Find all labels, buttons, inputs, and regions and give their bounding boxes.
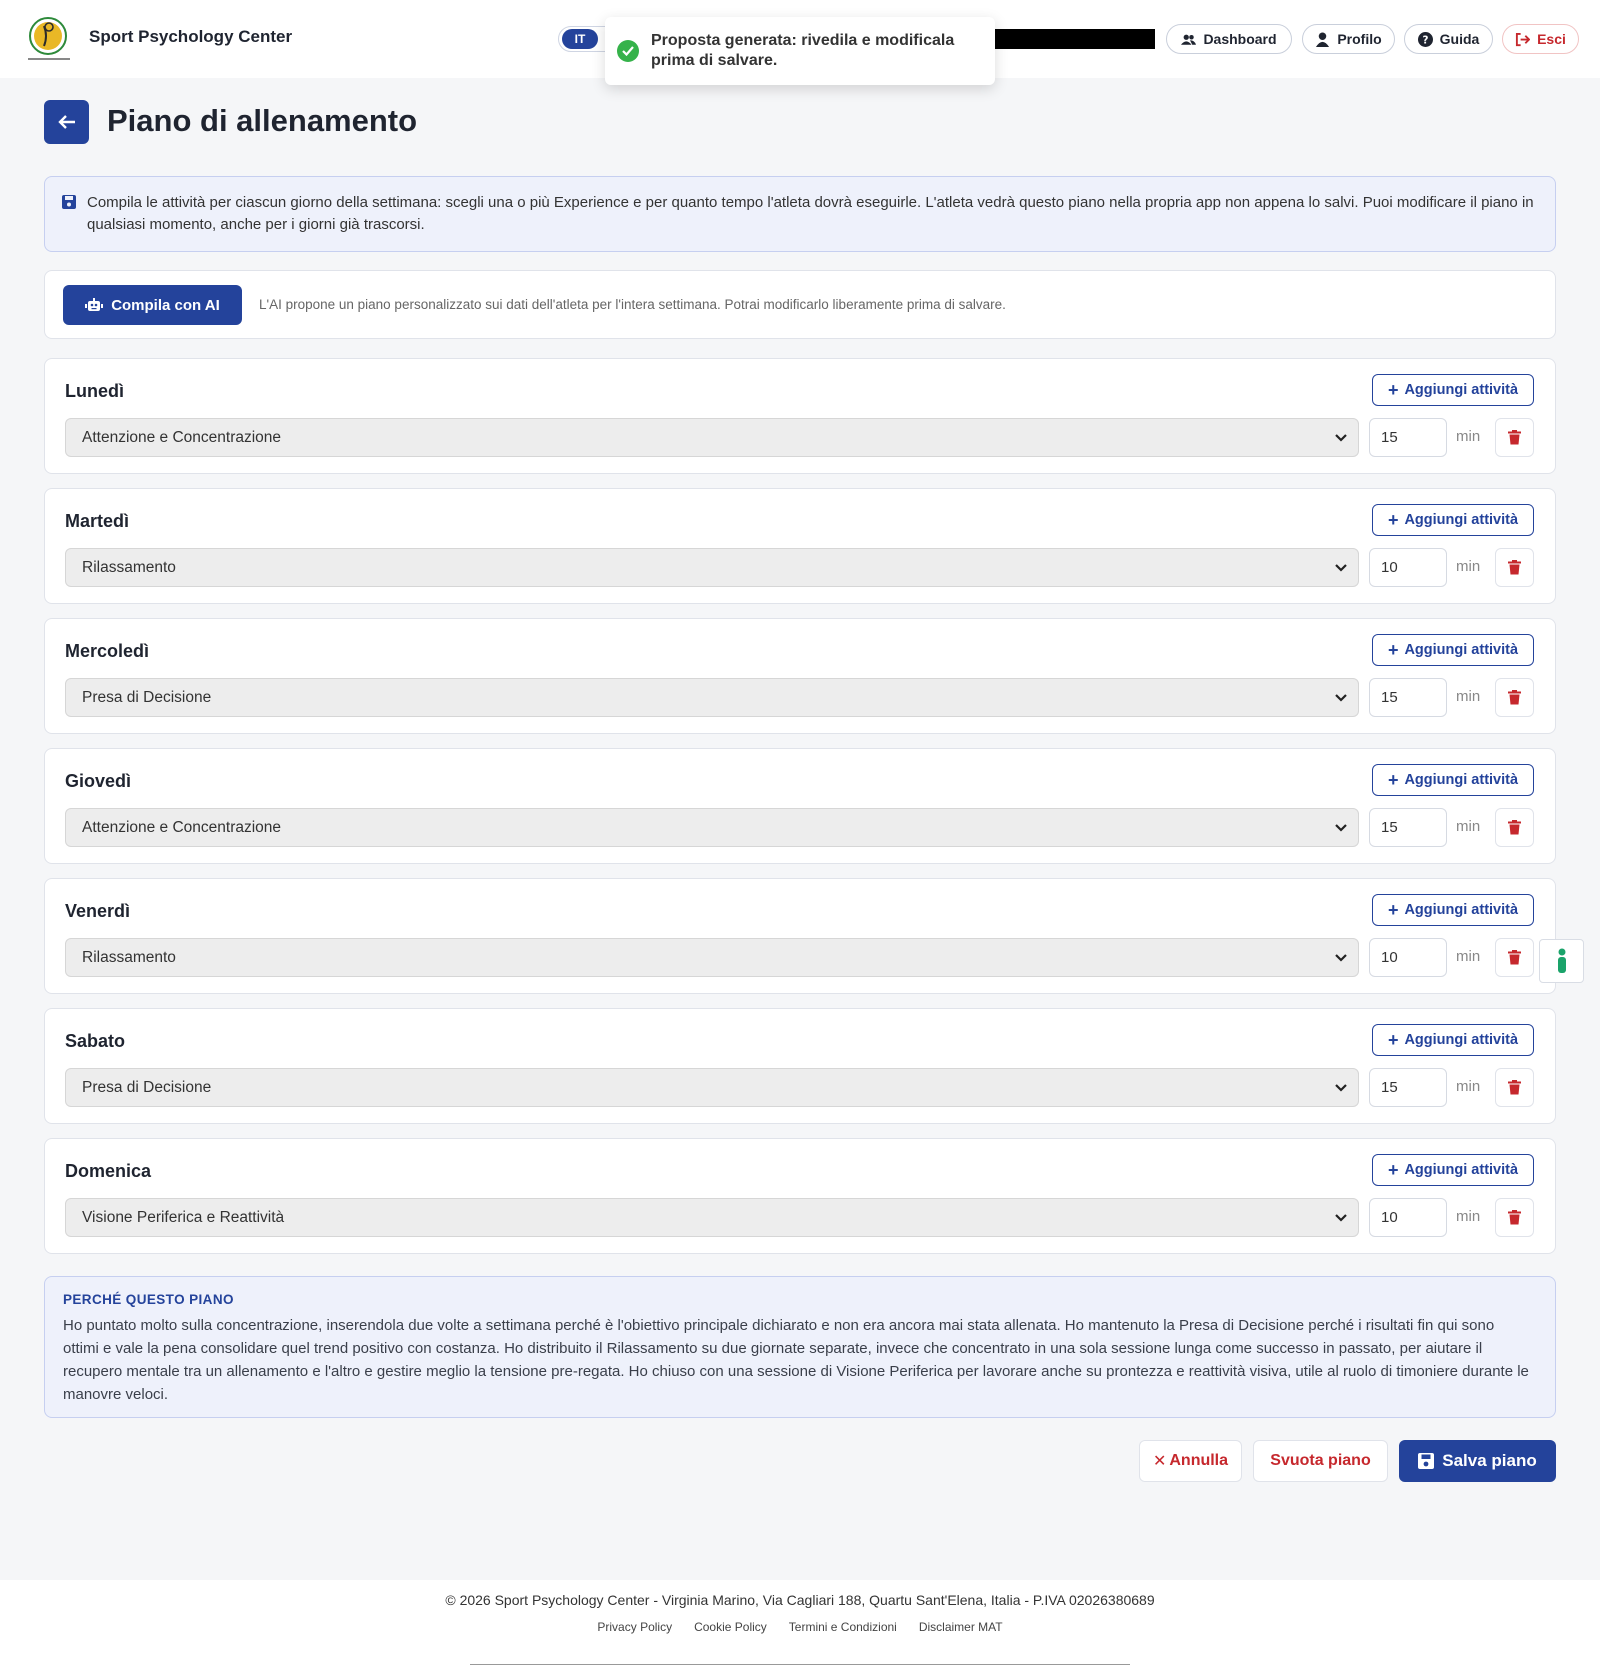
- chevron-down-icon: [1334, 952, 1348, 964]
- add-activity-button[interactable]: [1372, 504, 1534, 536]
- save-icon: [62, 195, 76, 209]
- footer-link-cookie[interactable]: Cookie Policy: [694, 1620, 767, 1634]
- duration-unit: min: [1456, 1208, 1481, 1225]
- day-card: [44, 748, 1556, 864]
- day-name: Martedì: [65, 511, 130, 531]
- back-button[interactable]: [44, 100, 89, 144]
- activity-select[interactable]: [65, 808, 1359, 847]
- footer-link-disclaimer[interactable]: Disclaimer MAT: [918, 1620, 1003, 1634]
- success-check-icon: [617, 40, 639, 62]
- profile-label: Profilo: [1337, 31, 1382, 47]
- duration-input[interactable]: 15: [1369, 418, 1447, 457]
- delete-activity-button[interactable]: [1495, 1198, 1534, 1237]
- chevron-down-icon: [1334, 1212, 1348, 1224]
- plus-icon: +: [1387, 900, 1399, 920]
- activity-selected-value: Presa di Decisione: [82, 688, 212, 706]
- activity-selected-value: Presa di Decisione: [82, 1078, 212, 1096]
- activity-select[interactable]: [65, 1068, 1359, 1107]
- ai-fill-label: Compila con AI: [111, 296, 220, 314]
- footer-links: [0, 1620, 1600, 1634]
- logout-button[interactable]: [1502, 24, 1579, 54]
- arrow-left-icon: [58, 114, 76, 130]
- add-activity-label: Aggiungi attività: [1404, 382, 1519, 398]
- trash-icon: [1508, 690, 1521, 705]
- day-card: [44, 358, 1556, 474]
- person-icon: [1555, 948, 1569, 974]
- plus-icon: +: [1387, 770, 1399, 790]
- delete-activity-button[interactable]: [1495, 678, 1534, 717]
- brand-name: Sport Psychology Center: [89, 27, 293, 46]
- cancel-label: Annulla: [1169, 1452, 1229, 1469]
- logout-label: Esci: [1537, 31, 1566, 47]
- users-icon: [1181, 32, 1196, 47]
- save-plan-label: Salva piano: [1442, 1451, 1537, 1470]
- activity-select[interactable]: [65, 1198, 1359, 1237]
- footer-link-terms[interactable]: Termini e Condizioni: [788, 1620, 897, 1634]
- dashboard-button[interactable]: [1166, 24, 1292, 54]
- guide-button[interactable]: [1404, 24, 1493, 54]
- chevron-down-icon: [1334, 1082, 1348, 1094]
- activity-select[interactable]: [65, 548, 1359, 587]
- save-icon: [1418, 1453, 1434, 1469]
- profile-button[interactable]: [1302, 24, 1395, 54]
- duration-input[interactable]: 10: [1369, 548, 1447, 587]
- footer-link-privacy[interactable]: Privacy Policy: [597, 1620, 673, 1634]
- trash-icon: [1508, 820, 1521, 835]
- duration-unit: min: [1456, 948, 1481, 965]
- accessibility-widget[interactable]: [1539, 939, 1584, 983]
- activity-selected-value: Rilassamento: [82, 948, 176, 966]
- add-activity-label: Aggiungi attività: [1404, 772, 1519, 788]
- redacted-block: [974, 29, 1155, 49]
- copyright-text: © 2026 Sport Psychology Center - Virginia Marino, Via Cagliari 188, Quartu Sant'Elena, Italia - P.IVA 02026380689: [445, 1592, 1155, 1608]
- day-card: [44, 618, 1556, 734]
- duration-input[interactable]: 10: [1369, 938, 1447, 977]
- plus-icon: +: [1387, 1160, 1399, 1180]
- trash-icon: [1508, 1210, 1521, 1225]
- duration-input[interactable]: 15: [1369, 1068, 1447, 1107]
- day-name: Domenica: [65, 1161, 152, 1181]
- delete-activity-button[interactable]: [1495, 1068, 1534, 1107]
- info-box: [44, 176, 1556, 252]
- ai-fill-button[interactable]: [63, 285, 242, 325]
- duration-unit: min: [1456, 818, 1481, 835]
- plan-rationale: [44, 1276, 1556, 1418]
- duration-input[interactable]: 15: [1369, 808, 1447, 847]
- day-card: [44, 1138, 1556, 1254]
- delete-activity-button[interactable]: [1495, 548, 1534, 587]
- add-activity-button[interactable]: [1372, 1024, 1534, 1056]
- duration-input[interactable]: 10: [1369, 1198, 1447, 1237]
- delete-activity-button[interactable]: [1495, 418, 1534, 457]
- chevron-down-icon: [1334, 562, 1348, 574]
- add-activity-label: Aggiungi attività: [1404, 902, 1519, 918]
- robot-icon: [85, 298, 103, 312]
- trash-icon: [1508, 430, 1521, 445]
- cancel-button[interactable]: [1139, 1440, 1242, 1482]
- clear-plan-button[interactable]: [1253, 1440, 1388, 1482]
- add-activity-label: Aggiungi attività: [1404, 642, 1519, 658]
- user-icon: [1315, 32, 1330, 47]
- add-activity-button[interactable]: [1372, 374, 1534, 406]
- info-text: Compila le attività per ciascun giorno della settimana: scegli una o più Experience e per quanto tempo l'atleta dovrà eseguirle. L'atleta vedrà questo piano nella propria app non appena lo salvi. Puoi modificare il piano in qualsiasi momento, anche per i giorni già trascorsi.: [87, 194, 1534, 233]
- add-activity-button[interactable]: [1372, 634, 1534, 666]
- chevron-down-icon: [1334, 692, 1348, 704]
- trash-icon: [1508, 950, 1521, 965]
- language-current[interactable]: IT: [562, 29, 598, 49]
- page-footer: [0, 1580, 1600, 1667]
- ai-hint: L'AI propone un piano personalizzato sui dati dell'atleta per l'intera settimana. Potrai modificarlo liberamente prima di salvare.: [259, 297, 1006, 312]
- ai-panel: [44, 270, 1556, 339]
- chevron-down-icon: [1334, 822, 1348, 834]
- save-plan-button[interactable]: [1399, 1440, 1556, 1482]
- duration-unit: min: [1456, 1078, 1481, 1095]
- activity-select[interactable]: [65, 418, 1359, 457]
- add-activity-label: Aggiungi attività: [1404, 1162, 1519, 1178]
- duration-input[interactable]: 15: [1369, 678, 1447, 717]
- day-card: [44, 488, 1556, 604]
- plus-icon: +: [1387, 1030, 1399, 1050]
- rationale-text: Ho puntato molto sulla concentrazione, inserendola due volte a settimana perché è l'obiettivo principale dichiarato e non era ancora mai stata allenata. Ho mantenuto la Presa di Decisione perché i risultati fin qui sono ottimi e vale la pena consolidare quel trend positivo con costanza. Ho distribuito il Rilassamento su due giornate separate, invece che concentrato in una sola sessione lunga come successo in passato, per aiutare il recupero mentale tra un allenamento e l'altro e gestire meglio la tensione pre-regata. Ho chiuso con una sessione di Visione Periferica per lavorare anche su prontezza e reattività visiva, utile al ruolo di timoniere durante le manovre veloci.: [63, 1317, 1529, 1403]
- toast-message: Proposta generata: rivedila e modificala prima di salvare.: [651, 32, 955, 69]
- chevron-down-icon: [1334, 432, 1348, 444]
- plus-icon: +: [1387, 640, 1399, 660]
- delete-activity-button[interactable]: [1495, 808, 1534, 847]
- duration-unit: min: [1456, 688, 1481, 705]
- rationale-title: PERCHÉ QUESTO PIANO: [63, 1292, 234, 1307]
- trash-icon: [1508, 560, 1521, 575]
- activity-selected-value: Rilassamento: [82, 558, 176, 576]
- plus-icon: +: [1387, 510, 1399, 530]
- activity-selected-value: Attenzione e Concentrazione: [82, 818, 282, 836]
- day-name: Giovedì: [65, 771, 132, 791]
- page-title: Piano di allenamento: [107, 103, 418, 138]
- delete-activity-button[interactable]: [1495, 938, 1534, 977]
- day-card: [44, 1008, 1556, 1124]
- add-activity-label: Aggiungi attività: [1404, 1032, 1519, 1048]
- svg-text:?: ?: [1422, 33, 1429, 46]
- trash-icon: [1508, 1080, 1521, 1095]
- add-activity-button[interactable]: [1372, 1154, 1534, 1186]
- activity-selected-value: Attenzione e Concentrazione: [82, 428, 282, 446]
- close-icon: ✕: [1152, 1453, 1167, 1470]
- guide-label: Guida: [1439, 31, 1480, 47]
- help-circle-icon: [1418, 32, 1433, 47]
- toast-notification: [605, 17, 995, 85]
- plus-icon: +: [1387, 380, 1399, 400]
- add-activity-button[interactable]: [1372, 764, 1534, 796]
- day-name: Sabato: [65, 1031, 126, 1051]
- activity-select[interactable]: [65, 678, 1359, 717]
- day-name: Lunedì: [65, 381, 124, 401]
- add-activity-label: Aggiungi attività: [1404, 512, 1519, 528]
- activity-select[interactable]: [65, 938, 1359, 977]
- duration-unit: min: [1456, 428, 1481, 445]
- duration-unit: min: [1456, 558, 1481, 575]
- clear-plan-label: Svuota piano: [1270, 1452, 1371, 1469]
- day-name: Venerdì: [65, 901, 131, 921]
- add-activity-button[interactable]: [1372, 894, 1534, 926]
- day-card: [44, 878, 1556, 994]
- dashboard-label: Dashboard: [1203, 31, 1277, 47]
- day-name: Mercoledì: [65, 641, 150, 661]
- brand-logo[interactable]: [22, 14, 78, 64]
- logout-icon: [1515, 32, 1530, 47]
- activity-selected-value: Visione Periferica e Reattività: [82, 1208, 285, 1226]
